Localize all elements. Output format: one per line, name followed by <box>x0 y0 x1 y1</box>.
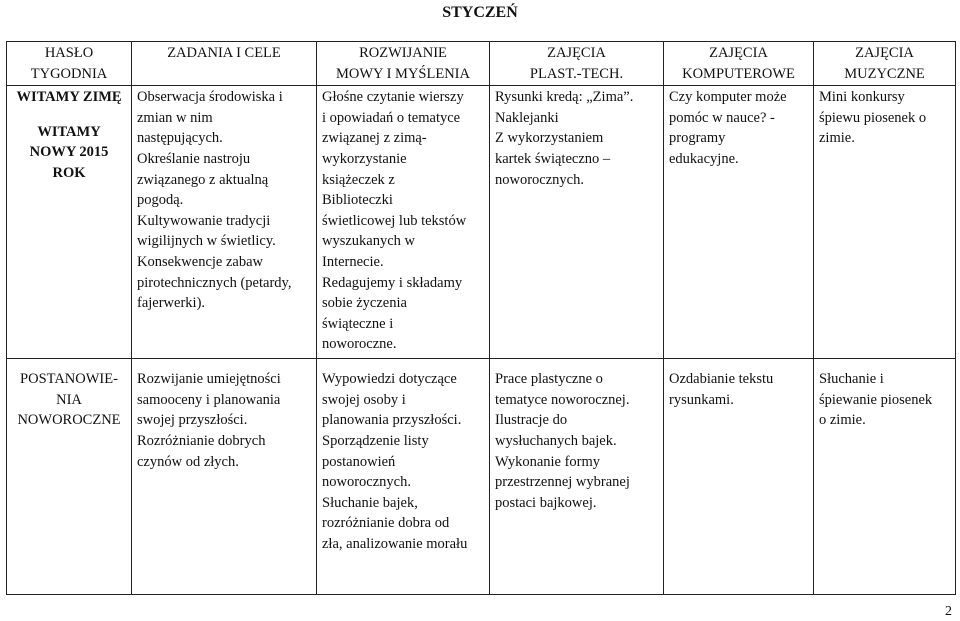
header-tasks: ZADANIA I CELE <box>132 42 317 86</box>
music-cell: Mini konkursy śpiewu piosenek o zimie. <box>814 86 956 359</box>
header-theme: HASŁO TYGODNIA <box>7 42 132 86</box>
computer-cell: Ozdabianie tekstu rysunkami. <box>664 359 814 595</box>
week-theme-bottom: WITAMY NOWY 2015 ROK <box>29 123 109 181</box>
page-number: 2 <box>945 604 952 619</box>
header-computer: ZAJĘCIA KOMPUTEROWE <box>664 42 814 86</box>
speech-cell: Wypowiedzi dotyczące swojej osoby i planowania przyszłości. Sporządzenie listy postanowień noworocznych. Słuchanie bajek, rozróżnianie dobra od zła, analizowanie morału <box>317 359 490 595</box>
table-row <box>7 86 956 359</box>
week-theme-cell: POSTANOWIE- NIA NOWOROCZNE <box>7 359 132 595</box>
header-music: ZAJĘCIA MUZYCZNE <box>814 42 956 86</box>
table-header-row <box>7 42 956 86</box>
lesson-plan-table <box>6 41 956 595</box>
page-title: STYCZEŃ <box>442 4 518 21</box>
tasks-cell: Obserwacja środowiska i zmian w nim następujących. Określanie nastroju związanego z aktualną pogodą. Kultywowanie tradycji wigilijnych w świetlicy. Konsekwencje zabaw pirotechnicznych (petardy, fajerwerki). <box>132 86 317 359</box>
header-art: ZAJĘCIA PLAST.-TECH. <box>490 42 664 86</box>
art-cell: Prace plastyczne o tematyce noworocznej. Ilustracje do wysłuchanych bajek. Wykonanie formy przestrzennej wybranej postaci bajkowej. <box>490 359 664 595</box>
header-speech: ROZWIJANIE MOWY I MYŚLENIA <box>317 42 490 86</box>
computer-cell: Czy komputer może pomóc w nauce? - programy edukacyjne. <box>664 86 814 359</box>
speech-cell: Głośne czytanie wierszy i opowiadań o tematyce związanej z zimą- wykorzystanie książeczek z Biblioteczki świetlicowej lub tekstów wyszukanych w Internecie. Redagujemy i składamy sobie życzenia świąteczne i noworoczne. <box>317 86 490 359</box>
art-cell: Rysunki kredą: „Zima”. Naklejanki Z wykorzystaniem kartek świąteczno – noworocznych. <box>490 86 664 359</box>
music-cell: Słuchanie i śpiewanie piosenek o zimie. <box>814 359 956 595</box>
week-theme-cell <box>7 86 132 359</box>
table-row <box>7 359 956 595</box>
week-theme-top: WITAMY ZIMĘ <box>16 89 122 106</box>
tasks-cell: Rozwijanie umiejętności samooceny i planowania swojej przyszłości. Rozróżnianie dobrych czynów od złych. <box>132 359 317 595</box>
